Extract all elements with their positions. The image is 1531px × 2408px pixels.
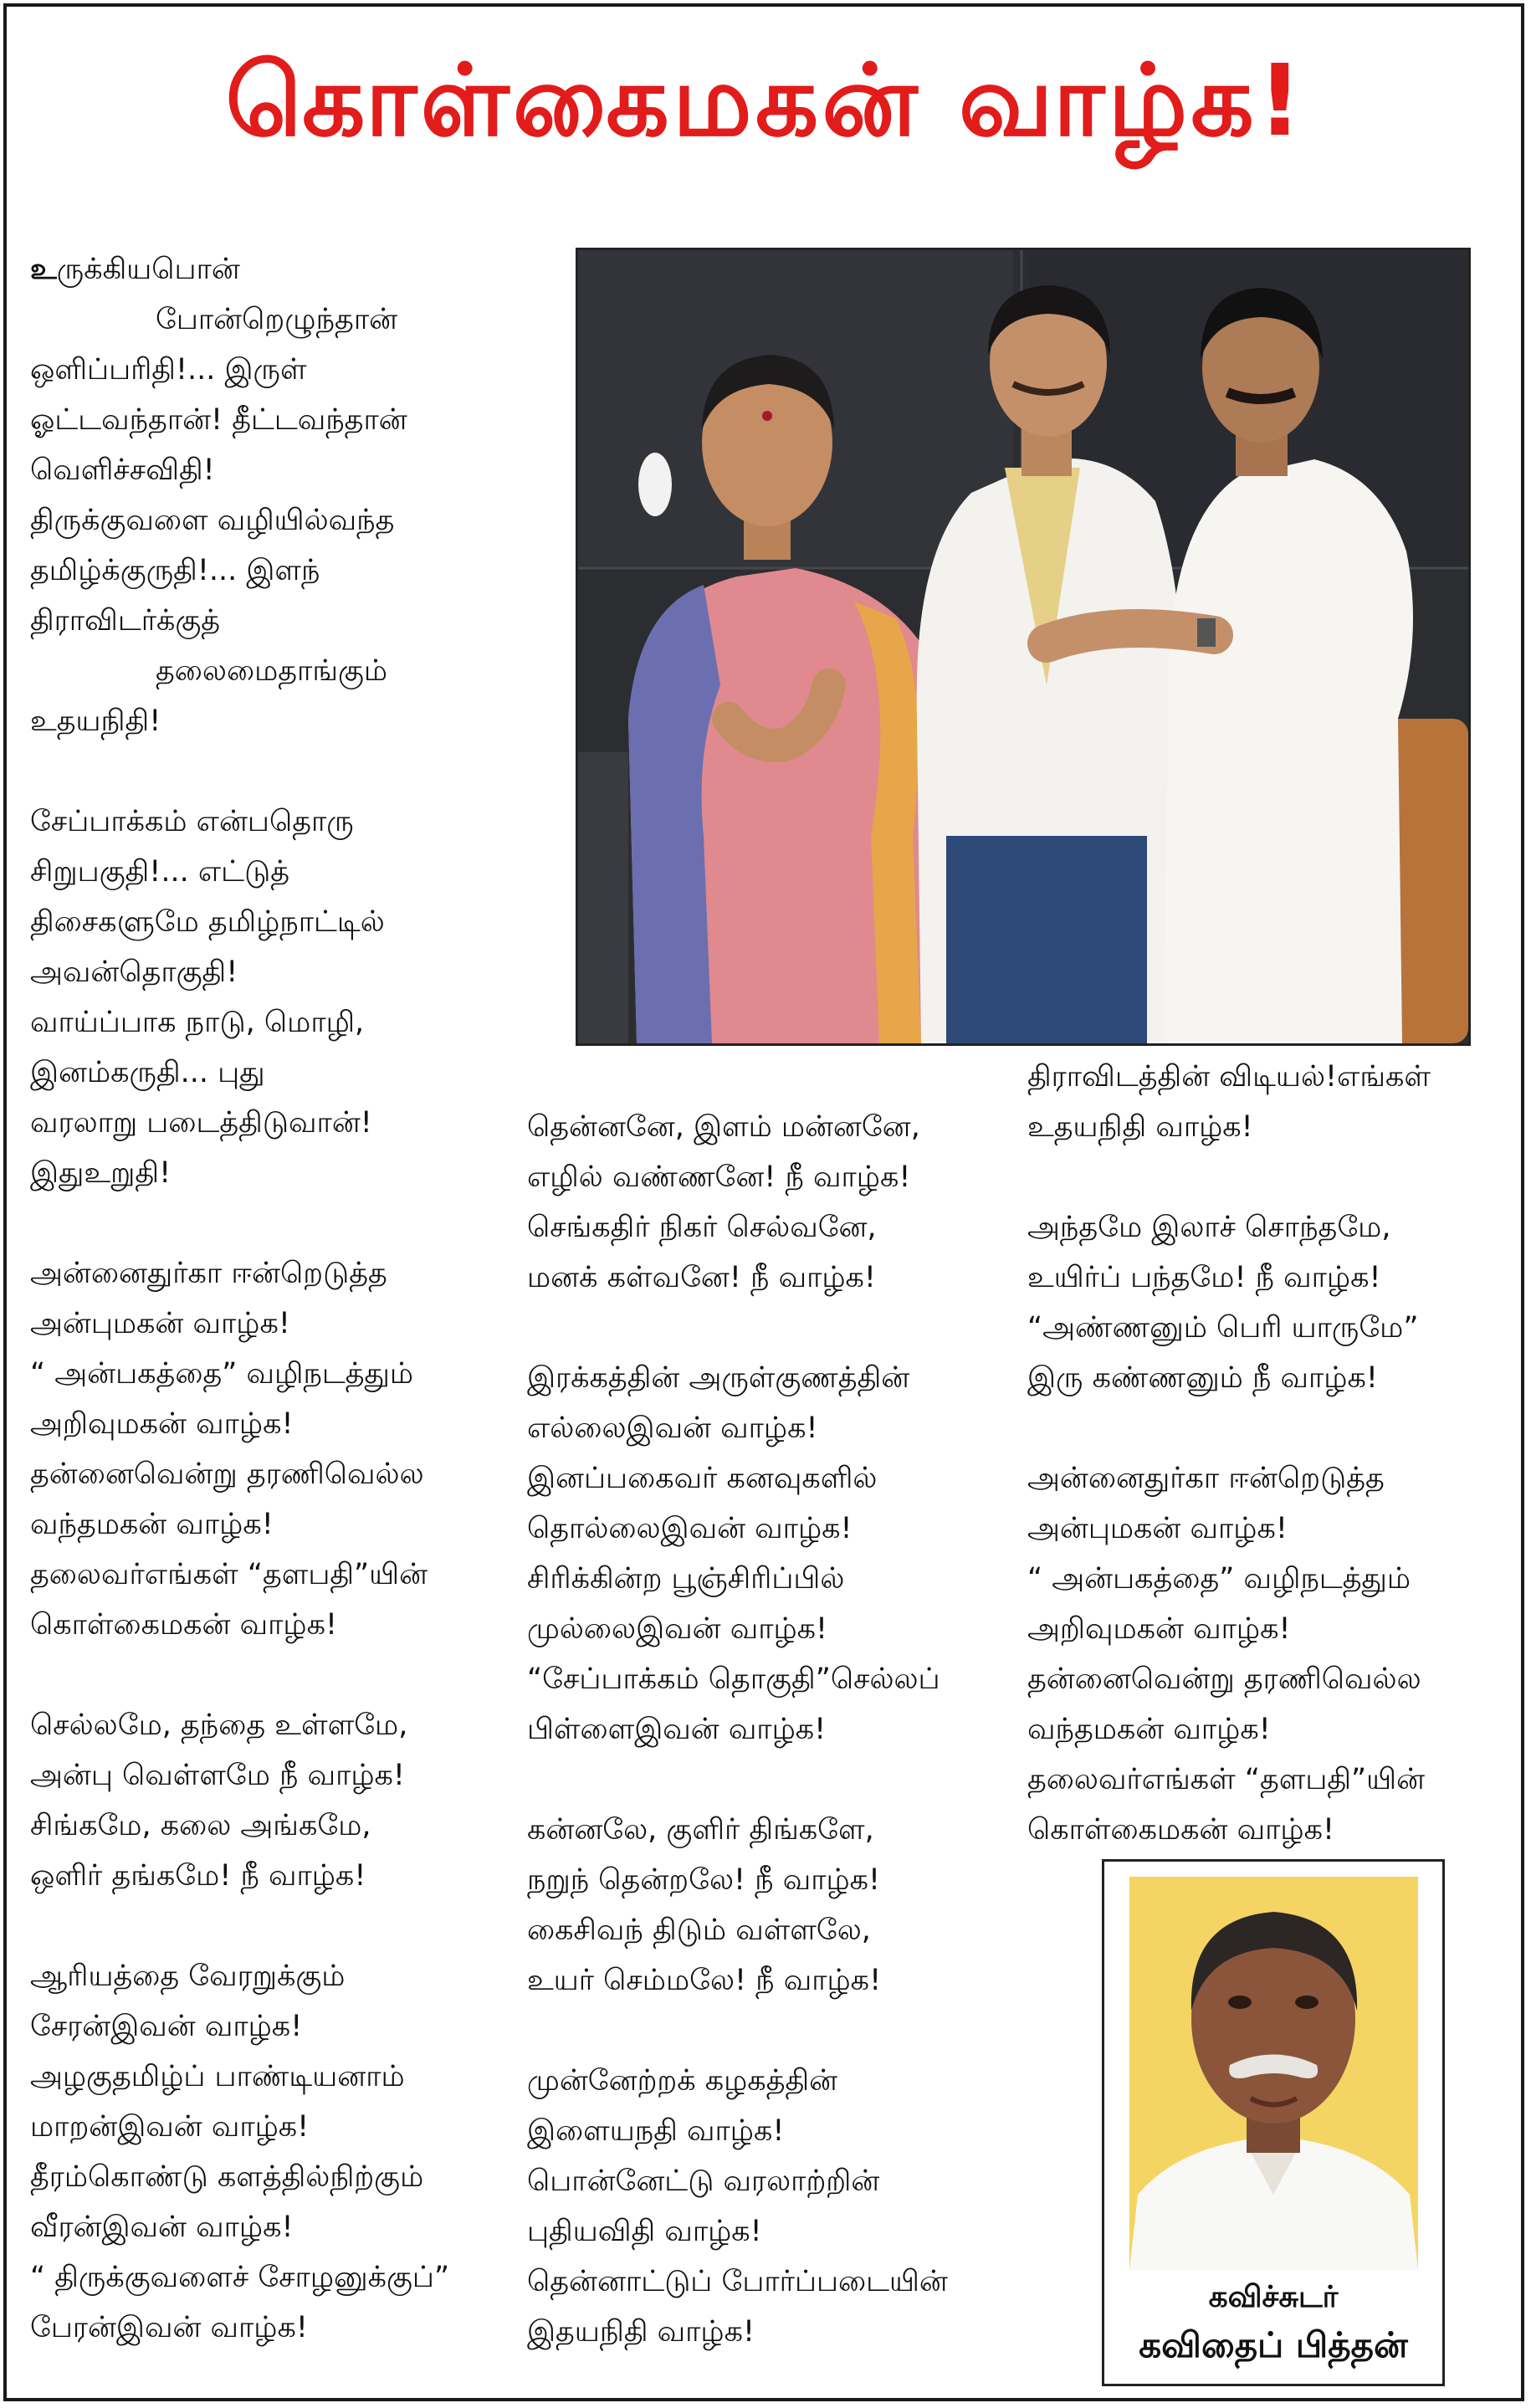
poem-col1-line-text: அன்புமகன் வாழ்க! (30, 1307, 290, 1340)
stanza-gap (1027, 1403, 1431, 1453)
poem-col1-line-text: “ அன்பகத்தை” வழிநடத்தும் (30, 1357, 414, 1391)
poem-col1-line (30, 1349, 449, 1399)
poem-col1-line (30, 1499, 449, 1550)
poem-col1-line-text: தீரம்கொண்டு களத்தில்நிற்கும் (30, 2160, 424, 2194)
poem-col2-line (527, 1202, 948, 1253)
poem-col3-line-text: வந்தமகன் வாழ்க! (1027, 1713, 1271, 1746)
poem-col1-line (30, 1851, 449, 1901)
poem-col3-line (1027, 1755, 1431, 1805)
poem-col3-line (1027, 1202, 1431, 1253)
poem-col2-line (527, 2206, 948, 2257)
poem-col1-line-text: ஆரியத்தை வேரறுக்கும் (30, 1960, 346, 1993)
poem-col1-line (30, 345, 449, 395)
poem-col3-line (1027, 1654, 1431, 1704)
poem-col2-line (527, 1805, 948, 1855)
poet-title: கவிச்சுடர் (1208, 2280, 1339, 2314)
poem-col1-line (30, 1048, 449, 1098)
poem-col2-line (527, 2056, 948, 2106)
poem-col1-line-text: பேரன்இவன் வாழ்க! (30, 2311, 308, 2344)
poem-col1-line-text: ருக்கியபொன் (56, 253, 240, 286)
poem-col2-line-text: இரக்கத்தின் அருள்குணத்தின் (527, 1361, 910, 1395)
poem-col2-line-text: தென்னனே, இளம் மன்னனே, (527, 1110, 920, 1144)
poem-col1-line-text: கொள்கைமகன் வாழ்க! (30, 1608, 337, 1642)
poem-col3-line (1027, 1102, 1431, 1152)
poem-col2-line (527, 2106, 948, 2156)
poem-col2-line (527, 1504, 948, 1554)
poem-col3-line-text: கொள்கைமகன் வாழ்க! (1027, 1813, 1334, 1847)
poem-col1-line-text: மாறன்இவன் வாழ்க! (30, 2110, 310, 2144)
poem-col2-line-text: புதியவிதி வாழ்க! (527, 2215, 762, 2248)
poem-col1-line (30, 596, 449, 646)
poem-col1-line (30, 646, 449, 696)
poem-col3-line-text: அன்னைதுர்கா ஈன்றெடுத்த (1027, 1462, 1385, 1495)
poem-col1-line (30, 1550, 449, 1600)
poem-col1-line (30, 1801, 449, 1851)
poem-col1-line-text: அவன்தொகுதி! (30, 956, 238, 989)
poem-col1-line-text: வீரன்இவன் வாழ்க! (30, 2211, 294, 2244)
poem-col1-line-text: அழகுதமிழ்ப் பாண்டியனாம் (30, 2060, 405, 2093)
poem-col1-line (30, 2052, 449, 2102)
poem-col1-line (30, 244, 449, 295)
stanza-gap (30, 1650, 449, 1700)
poem-col1-line-text: சேரன்இவன் வாழ்க! (30, 2010, 303, 2043)
poem-col1-line (30, 495, 449, 546)
poem-col3-line (1027, 1554, 1431, 1604)
poem-col3-line-text: இரு கண்ணனும் நீ வாழ்க! (1027, 1361, 1378, 1395)
poem-col1-line-text: திருக்குவளை வழியில்வந்த (30, 504, 395, 537)
poem-col2-line (527, 2257, 948, 2307)
stanza-gap (1027, 1152, 1431, 1202)
poem-col1-line-text: அன்னைதுர்கா ஈன்றெடுத்த (30, 1257, 387, 1290)
poet-portrait (1129, 1877, 1418, 2270)
poem-col1-line-text: செல்லமே, தந்தை உள்ளமே, (30, 1709, 408, 1742)
poem-col1-line-text: தலைவர்எங்கள் “தளபதி”யின் (30, 1558, 428, 1591)
poem-col1-line-text: திராவிடர்க்குத் (30, 604, 221, 638)
poem-col2-line (527, 1855, 948, 1905)
poem-col3-line (1027, 1353, 1431, 1403)
poem-col1-line-text: “ திருக்குவளைச் சோழனுக்குப்” (30, 2261, 450, 2294)
poem-col3-line-text: தலைவர்எங்கள் “தளபதி”யின் (1027, 1763, 1426, 1796)
poem-col2-line-text: தென்னாட்டுப் போர்ப்படையின் (527, 2265, 948, 2298)
poem-col2-line (527, 1102, 948, 1152)
poem-col2-line (527, 1554, 948, 1604)
poem-col1-line (30, 1750, 449, 1801)
poem-col3-line (1027, 1604, 1431, 1654)
poem-col2-line-text: எழில் வண்ணனே! நீ வாழ்க! (527, 1160, 911, 1194)
poem-col2-line-text: நறுந் தென்றலே! நீ வாழ்க! (527, 1863, 881, 1897)
poem-col2-line-text: இதயநிதி வாழ்க! (527, 2315, 755, 2349)
stanza-gap (527, 2006, 948, 2056)
poem-col2-line (527, 1704, 948, 1755)
poem-col1-line-text: இதுஉறுதி! (30, 1156, 172, 1190)
poem-col1-line (30, 2303, 449, 2353)
drop-cap: உ (30, 253, 57, 286)
poet-box (1102, 1859, 1445, 2386)
poem-col1-line-text: தலைமைதாங்கும் (156, 654, 388, 688)
poem-col1-line-text: ஓட்டவந்தான்! தீட்டவந்தான் (30, 403, 407, 437)
poem-col1-line-text: திசைகளுமே தமிழ்நாட்டில் (30, 905, 385, 939)
poem-col2-line-text: தொல்லைஇவன் வாழ்க! (527, 1512, 853, 1545)
poem-col2-line-text: பிள்ளைஇவன் வாழ்க! (527, 1713, 827, 1746)
poem-col3-line-text: “ அன்பகத்தை” வழிநடத்தும் (1027, 1562, 1411, 1596)
poem-col2-line (527, 1353, 948, 1403)
poem-col2-line (527, 1905, 948, 1955)
poem-col2-line (527, 1253, 948, 1303)
stanza-gap (30, 1198, 449, 1248)
poem-col1-line (30, 847, 449, 897)
poem-col1-line (30, 1098, 449, 1148)
poem-col1-line (30, 1449, 449, 1499)
poem-col1-line-text: சேப்பாக்கம் என்பதொரு (30, 805, 354, 838)
poem-col1-line (30, 1951, 449, 2001)
poem-col1-line (30, 295, 449, 345)
poem-col1-line (30, 797, 449, 847)
poem-col2-line-text: முன்னேற்றக் கழகத்தின் (527, 2064, 838, 2098)
poem-col2-line-text: “சேப்பாக்கம் தொகுதி”செல்லப் (527, 1663, 940, 1696)
main-photo (576, 248, 1471, 1046)
poem-col2-line-text: இளையநதி வாழ்க! (527, 2114, 785, 2148)
poem-column-2 (527, 1102, 948, 2357)
poem-col3-line-text: அந்தமே இலாச் சொந்தமே, (1027, 1211, 1391, 1244)
poem-col2-line-text: சிரிக்கின்ற பூஞ்சிரிப்பில் (527, 1562, 845, 1596)
poem-col1-line (30, 2152, 449, 2202)
poem-col1-line (30, 947, 449, 997)
poem-col2-line (527, 2156, 948, 2206)
poem-col1-line (30, 1399, 449, 1449)
poem-col1-line (30, 2001, 449, 2052)
poem-col2-line-text: மனக் கள்வனே! நீ வாழ்க! (527, 1261, 876, 1294)
poem-col2-line (527, 1654, 948, 1704)
poem-col1-line-text: அன்பு வெள்ளமே நீ வாழ்க! (30, 1759, 405, 1792)
poem-col2-line (527, 1403, 948, 1453)
poem-col3-line (1027, 1504, 1431, 1554)
poem-col2-line-text: செங்கதிர் நிகர் செல்வனே, (527, 1211, 877, 1244)
poem-col1-line-text: ஒளிர் தங்கமே! நீ வாழ்க! (30, 1859, 366, 1893)
poem-col1-line (30, 546, 449, 596)
poem-col3-line (1027, 1052, 1431, 1102)
poem-col1-line (30, 445, 449, 495)
poem-col2-line-text: இனப்பகைவர் கனவுகளில் (527, 1462, 878, 1495)
poem-col3-line (1027, 1805, 1431, 1855)
poem-col3-line (1027, 1453, 1431, 1504)
poem-col1-line-text: சிங்கமே, கலை அங்கமே, (30, 1809, 371, 1842)
poem-col1-line (30, 2252, 449, 2303)
poem-col1-line (30, 997, 449, 1048)
poem-col2-line-text: எல்லைஇவன் வாழ்க! (527, 1411, 818, 1445)
poem-col1-line (30, 2102, 449, 2152)
poem-col1-line-text: இனம்கருதி... புது (30, 1056, 265, 1089)
poem-col2-line-text: கைசிவந் திடும் வள்ளலே, (527, 1914, 871, 1947)
poem-col1-line-text: தன்னைவென்று தரணிவெல்ல (30, 1458, 424, 1491)
poem-col1-line (30, 395, 449, 445)
poem-col3-line-text: அறிவுமகன் வாழ்க! (1027, 1612, 1291, 1646)
poem-col1-line-text: தமிழ்க்குருதி!... இளந் (30, 554, 320, 587)
poem-col1-line-text: போன்றெழுந்தான் (156, 303, 398, 336)
poem-col1-line (30, 696, 449, 746)
poem-col1-line-text: வெளிச்சவிதி! (30, 453, 215, 487)
stanza-gap (527, 1755, 948, 1805)
poem-col1-line-text: அறிவுமகன் வாழ்க! (30, 1407, 294, 1441)
poem-col3-line-text: அன்புமகன் வாழ்க! (1027, 1512, 1288, 1545)
stanza-gap (527, 1303, 948, 1353)
poem-col2-line (527, 1955, 948, 2006)
poem-col1-line (30, 1248, 449, 1299)
poem-col3-line-text: திராவிடத்தின் விடியல்!எங்கள் (1027, 1060, 1431, 1094)
poem-col3-line-text: உயிர்ப் பந்தமே! நீ வாழ்க! (1027, 1261, 1381, 1294)
poem-column-1 (30, 244, 449, 2353)
poem-col1-line-text: ஒளிப்பரிதி!... இருள் (30, 353, 307, 387)
poem-col1-line (30, 1600, 449, 1650)
poem-col2-line-text: கன்னலே, குளிர் திங்களே, (527, 1813, 874, 1847)
poem-col1-line (30, 1148, 449, 1198)
poem-col2-line-text: பொன்னேட்டு வரலாற்றின் (527, 2165, 880, 2198)
poem-col2-line (527, 1604, 948, 1654)
poem-col1-line (30, 1299, 449, 1349)
poem-col1-line-text: வாய்ப்பாக நாடு, மொழி, (30, 1006, 365, 1039)
poem-col2-line (527, 1152, 948, 1202)
stanza-gap (30, 1901, 449, 1951)
poem-column-3 (1027, 1052, 1431, 1855)
poem-col1-line-text: வந்தமகன் வாழ்க! (30, 1508, 274, 1541)
poem-col3-line-text: தன்னைவென்று தரணிவெல்ல (1027, 1663, 1421, 1696)
poem-col1-line-text: உதயநிதி! (30, 704, 161, 738)
poem-col1-line-text: சிறுபகுதி!... எட்டுத் (30, 855, 290, 889)
poem-col3-line-text: உதயநிதி வாழ்க! (1027, 1110, 1253, 1144)
poem-col1-line (30, 2202, 449, 2252)
poem-col1-line (30, 897, 449, 947)
poem-col2-line-text: முல்லைஇவன் வாழ்க! (527, 1612, 828, 1646)
poem-col3-line-text: “அண்ணனும் பெரி யாருமே” (1027, 1311, 1419, 1345)
poem-col3-line (1027, 1704, 1431, 1755)
headline: கொள்கைமகன் வாழ்க! (225, 43, 1306, 158)
poet-name: கவிதைப் பித்தன் (1139, 2324, 1408, 2365)
stanza-gap (30, 746, 449, 797)
poem-col2-line (527, 2307, 948, 2357)
poem-col3-line (1027, 1253, 1431, 1303)
poem-col2-line-text: உயர் செம்மலே! நீ வாழ்க! (527, 1964, 882, 1997)
poem-col2-line (527, 1453, 948, 1504)
poem-col3-line (1027, 1303, 1431, 1353)
poem-col1-line-text: வரலாறு படைத்திடுவான்! (30, 1106, 372, 1140)
poem-col1-line (30, 1700, 449, 1750)
